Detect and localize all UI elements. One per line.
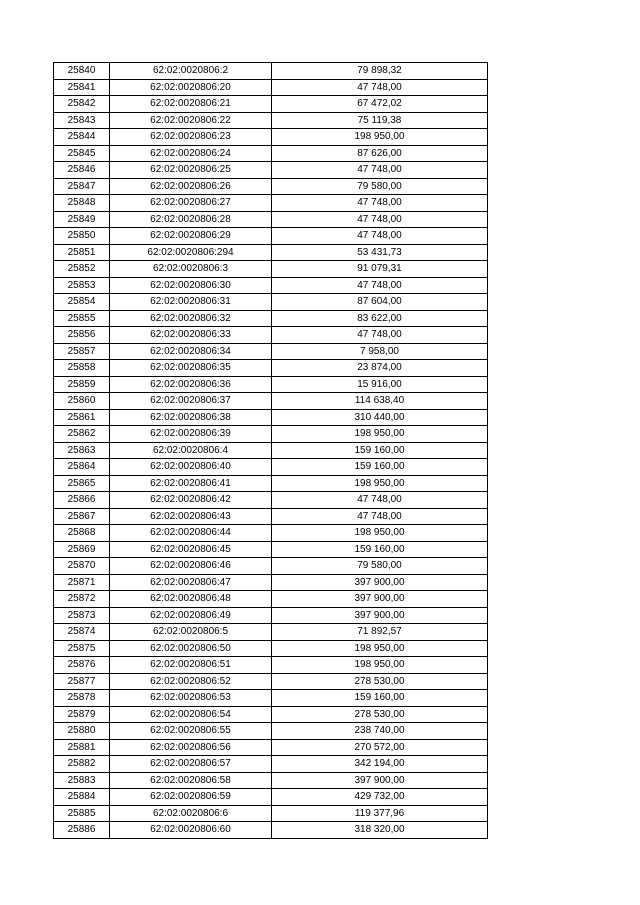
value-cell: 114 638,40 [272, 393, 488, 410]
row-number-cell: 25867 [54, 508, 110, 525]
data-table [53, 62, 488, 839]
value-cell: 67 472,02 [272, 96, 488, 113]
table-row [54, 492, 488, 509]
value-cell: 342 194,00 [272, 756, 488, 773]
row-number-cell: 25872 [54, 591, 110, 608]
row-number-cell: 25883 [54, 772, 110, 789]
value-cell: 53 431,73 [272, 244, 488, 261]
table-row [54, 673, 488, 690]
cadastral-number-cell: 62:02:0020806:60 [110, 822, 272, 839]
value-cell: 397 900,00 [272, 591, 488, 608]
value-cell: 397 900,00 [272, 574, 488, 591]
cadastral-number-cell: 62:02:0020806:3 [110, 261, 272, 278]
table-row [54, 228, 488, 245]
cadastral-number-cell: 62:02:0020806:46 [110, 558, 272, 575]
table-row [54, 723, 488, 740]
row-number-cell: 25845 [54, 145, 110, 162]
table-row [54, 178, 488, 195]
value-cell: 71 892,57 [272, 624, 488, 641]
cadastral-number-cell: 62:02:0020806:23 [110, 129, 272, 146]
value-cell: 159 160,00 [272, 541, 488, 558]
value-cell: 47 748,00 [272, 492, 488, 509]
cadastral-number-cell: 62:02:0020806:37 [110, 393, 272, 410]
table-row [54, 706, 488, 723]
value-cell: 397 900,00 [272, 607, 488, 624]
value-cell: 198 950,00 [272, 475, 488, 492]
table-row [54, 739, 488, 756]
cadastral-number-cell: 62:02:0020806:36 [110, 376, 272, 393]
cadastral-number-cell: 62:02:0020806:56 [110, 739, 272, 756]
cadastral-number-cell: 62:02:0020806:53 [110, 690, 272, 707]
value-cell: 198 950,00 [272, 657, 488, 674]
cadastral-number-cell: 62:02:0020806:24 [110, 145, 272, 162]
value-cell: 47 748,00 [272, 211, 488, 228]
row-number-cell: 25863 [54, 442, 110, 459]
value-cell: 119 377,96 [272, 805, 488, 822]
table-row [54, 195, 488, 212]
row-number-cell: 25851 [54, 244, 110, 261]
table-row [54, 261, 488, 278]
value-cell: 159 160,00 [272, 690, 488, 707]
table-row [54, 541, 488, 558]
table-row [54, 607, 488, 624]
table-row [54, 475, 488, 492]
value-cell: 75 119,38 [272, 112, 488, 129]
row-number-cell: 25875 [54, 640, 110, 657]
table-row [54, 310, 488, 327]
row-number-cell: 25865 [54, 475, 110, 492]
value-cell: 83 622,00 [272, 310, 488, 327]
table-row [54, 211, 488, 228]
row-number-cell: 25856 [54, 327, 110, 344]
value-cell: 15 916,00 [272, 376, 488, 393]
value-cell: 79 580,00 [272, 558, 488, 575]
value-cell: 429 732,00 [272, 789, 488, 806]
cadastral-number-cell: 62:02:0020806:44 [110, 525, 272, 542]
table-row [54, 657, 488, 674]
table-row [54, 277, 488, 294]
cadastral-number-cell: 62:02:0020806:4 [110, 442, 272, 459]
table-row [54, 409, 488, 426]
value-cell: 47 748,00 [272, 508, 488, 525]
row-number-cell: 25852 [54, 261, 110, 278]
cadastral-number-cell: 62:02:0020806:33 [110, 327, 272, 344]
cadastral-number-cell: 62:02:0020806:51 [110, 657, 272, 674]
row-number-cell: 25879 [54, 706, 110, 723]
cadastral-number-cell: 62:02:0020806:21 [110, 96, 272, 113]
cadastral-number-cell: 62:02:0020806:57 [110, 756, 272, 773]
row-number-cell: 25871 [54, 574, 110, 591]
cadastral-number-cell: 62:02:0020806:25 [110, 162, 272, 179]
cadastral-number-cell: 62:02:0020806:26 [110, 178, 272, 195]
value-cell: 397 900,00 [272, 772, 488, 789]
table-row [54, 244, 488, 261]
table-row [54, 112, 488, 129]
cadastral-number-cell: 62:02:0020806:5 [110, 624, 272, 641]
row-number-cell: 25844 [54, 129, 110, 146]
table-row [54, 624, 488, 641]
table-row [54, 294, 488, 311]
cadastral-number-cell: 62:02:0020806:294 [110, 244, 272, 261]
cadastral-number-cell: 62:02:0020806:29 [110, 228, 272, 245]
cadastral-number-cell: 62:02:0020806:58 [110, 772, 272, 789]
cadastral-number-cell: 62:02:0020806:6 [110, 805, 272, 822]
row-number-cell: 25885 [54, 805, 110, 822]
row-number-cell: 25873 [54, 607, 110, 624]
table-row [54, 822, 488, 839]
row-number-cell: 25861 [54, 409, 110, 426]
row-number-cell: 25866 [54, 492, 110, 509]
row-number-cell: 25858 [54, 360, 110, 377]
cadastral-number-cell: 62:02:0020806:32 [110, 310, 272, 327]
row-number-cell: 25880 [54, 723, 110, 740]
row-number-cell: 25848 [54, 195, 110, 212]
row-number-cell: 25854 [54, 294, 110, 311]
value-cell: 23 874,00 [272, 360, 488, 377]
row-number-cell: 25862 [54, 426, 110, 443]
row-number-cell: 25868 [54, 525, 110, 542]
row-number-cell: 25842 [54, 96, 110, 113]
cadastral-number-cell: 62:02:0020806:41 [110, 475, 272, 492]
table-row [54, 508, 488, 525]
table-row [54, 591, 488, 608]
value-cell: 79 580,00 [272, 178, 488, 195]
row-number-cell: 25882 [54, 756, 110, 773]
table-row [54, 805, 488, 822]
cadastral-number-cell: 62:02:0020806:35 [110, 360, 272, 377]
value-cell: 87 626,00 [272, 145, 488, 162]
table-row [54, 574, 488, 591]
row-number-cell: 25876 [54, 657, 110, 674]
table-row [54, 376, 488, 393]
value-cell: 318 320,00 [272, 822, 488, 839]
table-row [54, 96, 488, 113]
row-number-cell: 25886 [54, 822, 110, 839]
cadastral-number-cell: 62:02:0020806:49 [110, 607, 272, 624]
cadastral-number-cell: 62:02:0020806:50 [110, 640, 272, 657]
row-number-cell: 25881 [54, 739, 110, 756]
value-cell: 198 950,00 [272, 525, 488, 542]
value-cell: 47 748,00 [272, 228, 488, 245]
row-number-cell: 25857 [54, 343, 110, 360]
value-cell: 47 748,00 [272, 327, 488, 344]
cadastral-number-cell: 62:02:0020806:45 [110, 541, 272, 558]
row-number-cell: 25869 [54, 541, 110, 558]
table-row [54, 690, 488, 707]
row-number-cell: 25864 [54, 459, 110, 476]
cadastral-number-cell: 62:02:0020806:47 [110, 574, 272, 591]
row-number-cell: 25850 [54, 228, 110, 245]
row-number-cell: 25840 [54, 63, 110, 80]
value-cell: 159 160,00 [272, 442, 488, 459]
row-number-cell: 25860 [54, 393, 110, 410]
cadastral-number-cell: 62:02:0020806:43 [110, 508, 272, 525]
cadastral-number-cell: 62:02:0020806:48 [110, 591, 272, 608]
value-cell: 47 748,00 [272, 162, 488, 179]
cadastral-number-cell: 62:02:0020806:40 [110, 459, 272, 476]
cadastral-number-cell: 62:02:0020806:2 [110, 63, 272, 80]
table-row [54, 393, 488, 410]
value-cell: 238 740,00 [272, 723, 488, 740]
cadastral-number-cell: 62:02:0020806:30 [110, 277, 272, 294]
row-number-cell: 25877 [54, 673, 110, 690]
row-number-cell: 25878 [54, 690, 110, 707]
table-row [54, 459, 488, 476]
row-number-cell: 25849 [54, 211, 110, 228]
row-number-cell: 25859 [54, 376, 110, 393]
table-row [54, 162, 488, 179]
value-cell: 198 950,00 [272, 640, 488, 657]
value-cell: 47 748,00 [272, 79, 488, 96]
table-row [54, 442, 488, 459]
table-row [54, 63, 488, 80]
table-row [54, 789, 488, 806]
table-row [54, 327, 488, 344]
table-row [54, 756, 488, 773]
table-row [54, 79, 488, 96]
table-row [54, 426, 488, 443]
value-cell: 278 530,00 [272, 673, 488, 690]
row-number-cell: 25843 [54, 112, 110, 129]
table-row [54, 343, 488, 360]
table-row [54, 558, 488, 575]
cadastral-number-cell: 62:02:0020806:52 [110, 673, 272, 690]
cadastral-number-cell: 62:02:0020806:28 [110, 211, 272, 228]
row-number-cell: 25846 [54, 162, 110, 179]
value-cell: 310 440,00 [272, 409, 488, 426]
value-cell: 198 950,00 [272, 426, 488, 443]
cadastral-number-cell: 62:02:0020806:42 [110, 492, 272, 509]
row-number-cell: 25884 [54, 789, 110, 806]
cadastral-number-cell: 62:02:0020806:38 [110, 409, 272, 426]
table-row [54, 360, 488, 377]
cadastral-number-cell: 62:02:0020806:20 [110, 79, 272, 96]
row-number-cell: 25847 [54, 178, 110, 195]
cadastral-number-cell: 62:02:0020806:59 [110, 789, 272, 806]
table-row [54, 525, 488, 542]
value-cell: 270 572,00 [272, 739, 488, 756]
cadastral-number-cell: 62:02:0020806:54 [110, 706, 272, 723]
value-cell: 91 079,31 [272, 261, 488, 278]
cadastral-number-cell: 62:02:0020806:31 [110, 294, 272, 311]
value-cell: 278 530,00 [272, 706, 488, 723]
table-row [54, 145, 488, 162]
cadastral-number-cell: 62:02:0020806:55 [110, 723, 272, 740]
cadastral-number-cell: 62:02:0020806:27 [110, 195, 272, 212]
value-cell: 198 950,00 [272, 129, 488, 146]
table-body [54, 63, 488, 839]
row-number-cell: 25853 [54, 277, 110, 294]
value-cell: 87 604,00 [272, 294, 488, 311]
row-number-cell: 25841 [54, 79, 110, 96]
value-cell: 47 748,00 [272, 277, 488, 294]
row-number-cell: 25855 [54, 310, 110, 327]
table-row [54, 772, 488, 789]
table-row [54, 640, 488, 657]
row-number-cell: 25874 [54, 624, 110, 641]
cadastral-number-cell: 62:02:0020806:34 [110, 343, 272, 360]
cadastral-number-cell: 62:02:0020806:22 [110, 112, 272, 129]
value-cell: 47 748,00 [272, 195, 488, 212]
row-number-cell: 25870 [54, 558, 110, 575]
value-cell: 79 898,32 [272, 63, 488, 80]
cadastral-number-cell: 62:02:0020806:39 [110, 426, 272, 443]
value-cell: 7 958,00 [272, 343, 488, 360]
value-cell: 159 160,00 [272, 459, 488, 476]
table-row [54, 129, 488, 146]
